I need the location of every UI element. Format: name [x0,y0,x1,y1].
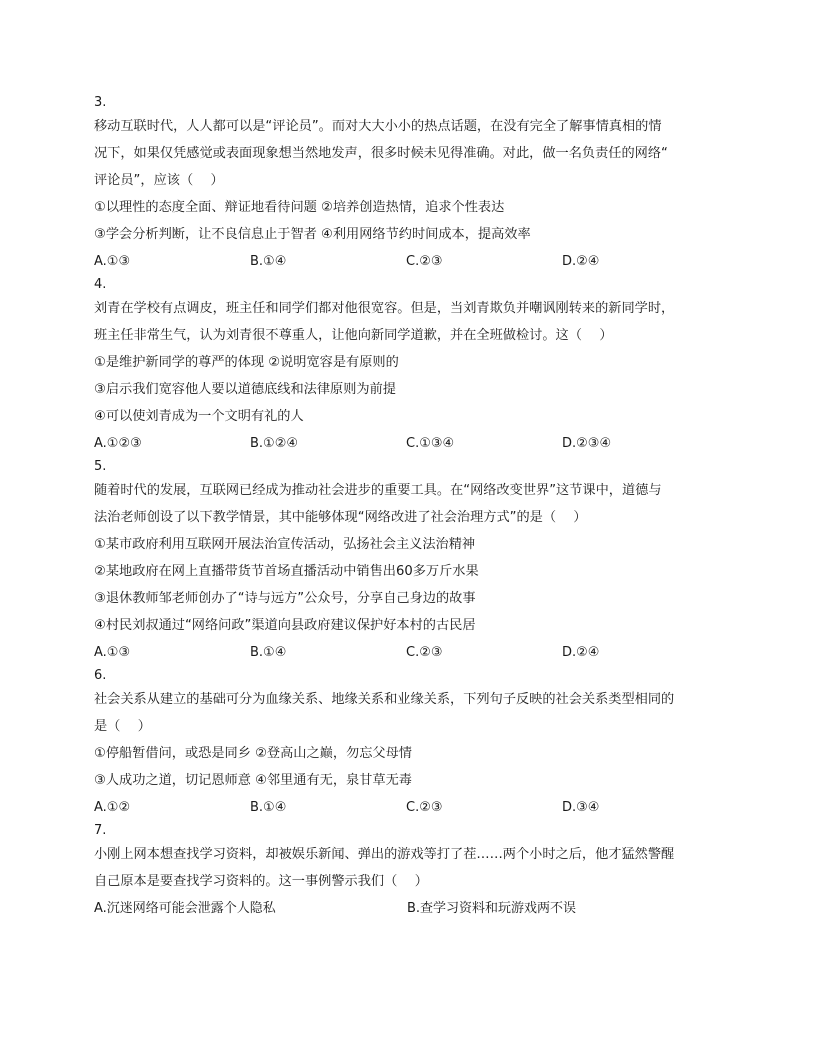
answer-option-c: C.②③ [406,254,443,269]
statement-line: ①停船暂借问，或恐是同乡 ②登高山之巅，勿忘父母情 [94,746,412,761]
question-3 [94,93,720,275]
question-number: 3. [94,95,107,110]
question-4 [94,275,720,457]
statement-line: ④村民刘叔通过“网络问政”渠道向县政府建议保护好本村的古民居 [94,618,476,633]
statement-line: ①是维护新同学的尊严的体现 ②说明宽容是有原则的 [94,355,399,370]
statement-line: ③人成功之道，切记恩师意 ④邻里通有无，泉甘草无毒 [94,773,412,788]
question-stem-line: 小刚上网本想查找学习资料，却被娱乐新闻、弹出的游戏等打了茬……两个小时之后，他才猛然警醒 [94,847,675,862]
question-7 [94,821,720,922]
question-stem-line: 刘青在学校有点调皮，班主任和同学们都对他很宽容。但是，当刘青欺负并嘲讽刚转来的新同学时， [94,301,675,316]
question-list [94,93,720,922]
question-5 [94,457,720,666]
answer-option-a: A.①③ [94,645,131,660]
answer-options [94,430,720,457]
question-stem-line: 自己原本是要查找学习资料的。这一事例警示我们（ ） [94,874,428,889]
statement-line: ①某市政府利用互联网开展法治宣传活动，弘扬社会主义法治精神 [94,537,476,552]
answer-option-b: B.①②④ [250,436,299,451]
question-number: 4. [94,277,107,292]
answer-option-a: A.①②③ [94,436,142,451]
answer-option-d: D.②④ [562,254,600,269]
statement-line: ③启示我们宽容他人要以道德底线和法律原则为前提 [94,382,396,397]
answer-option-a: A.①③ [94,254,131,269]
question-number: 6. [94,668,107,683]
answer-option-a: A.沉迷网络可能会泄露个人隐私 [94,901,276,916]
question-stem-line: 况下，如果仅凭感觉或表面现象想当然地发声，很多时候未见得准确。对此，做一名负责任的网络“ [94,146,668,161]
statement-line: ④可以使刘青成为一个文明有礼的人 [94,409,304,424]
answer-option-c: C.②③ [406,645,443,660]
answer-option-c: C.①③④ [406,436,455,451]
answer-option-d: D.②④ [562,645,600,660]
answer-option-b: B.①④ [250,645,287,660]
answer-option-c: C.②③ [406,800,443,815]
answer-option-a: A.①② [94,800,131,815]
answer-options [94,794,720,821]
answer-option-d: D.③④ [562,800,600,815]
question-stem-line: 法治老师创设了以下教学情景，其中能够体现“网络改进了社会治理方式”的是（ ） [94,510,587,525]
question-stem-line: 班主任非常生气，认为刘青很不尊重人，让他向新同学道歉，并在全班做检讨。这（ ） [94,328,613,343]
question-stem-line: 评论员”，应该（ ） [94,173,224,188]
question-stem-line: 社会关系从建立的基础可分为血缘关系、地缘关系和业缘关系，下列句子反映的社会关系类型相同的 [94,692,675,707]
answer-option-d: D.②③④ [562,436,612,451]
answer-options [94,248,720,275]
statement-line: ①以理性的态度全面、辩证地看待问题 ②培养创造热情，追求个性表达 [94,200,505,215]
question-number: 7. [94,823,107,838]
answer-option-b: B.查学习资料和玩游戏两不误 [407,901,577,916]
statement-line: ②某地政府在网上直播带货节首场直播活动中销售出60多万斤水果 [94,564,479,579]
question-stem-line: 移动互联时代，人人都可以是“评论员”。而对大大小小的热点话题，在没有完全了解事情真相的情 [94,119,662,134]
answer-options [94,639,720,666]
question-number: 5. [94,459,107,474]
answer-option-b: B.①④ [250,800,287,815]
statement-line: ③退休教师邹老师创办了“诗与远方”公众号，分享自己身边的故事 [94,591,476,606]
answer-options [94,895,720,922]
question-stem-line: 是（ ） [94,719,151,734]
question-6 [94,666,720,821]
question-stem-line: 随着时代的发展，互联网已经成为推动社会进步的重要工具。在“网络改变世界”这节课中，道德与 [94,483,662,498]
answer-option-b: B.①④ [250,254,287,269]
statement-line: ③学会分析判断，让不良信息止于智者 ④利用网络节约时间成本，提高效率 [94,227,531,242]
